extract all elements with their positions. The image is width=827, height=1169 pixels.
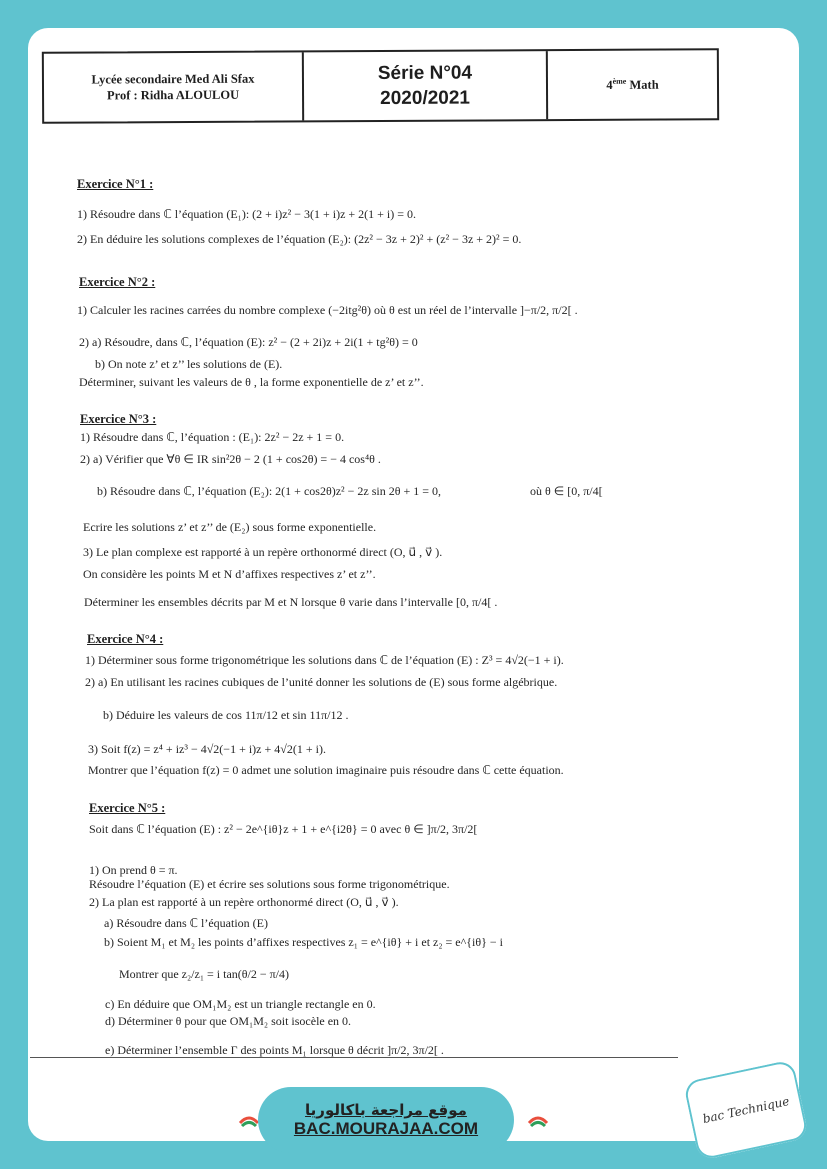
exercise-2-line-1: 1) Calculer les racines carrées du nombre complexe (−2itg²θ) où θ est un réel de l’intervalle ]−π/2, π/2[ . xyxy=(77,303,578,317)
exercise-5-line-6: b) Soient M₁ et M₂ les points d’affixes respectives z₁ = e^{iθ} + i et z₂ = e^{iθ} − i xyxy=(104,935,503,949)
exercise-5-line-1: Soit dans ℂ l’équation (E) : z² − 2e^{iθ}z + 1 + e^{i2θ} = 0 avec θ ∈ ]π/2, 3π/2[ xyxy=(89,822,478,836)
exercise-5-line-7: Montrer que z₂/z₁ = i tan(θ/2 − π/4) xyxy=(119,967,289,981)
exercise-1-line-2: 2) En déduire les solutions complexes de l’équation (E₂): (2z² − 3z + 2)² + (z² − 3z + 2)² = 0. xyxy=(77,232,522,246)
exercise-3-line-4: où θ ∈ [0, π/4[ xyxy=(530,484,603,498)
exercise-2-line-3: b) On note z’ et z’’ les solutions de (E). xyxy=(95,357,283,371)
exercise-2-line-2: 2) a) Résoudre, dans ℂ, l’équation (E): z² − (2 + 2i)z + 2i(1 + tg²θ) = 0 xyxy=(79,335,418,349)
exercise-5-line-3: Résoudre l’équation (E) et écrire ses solutions sous forme trigonométrique. xyxy=(89,877,450,891)
exercise-4-title: Exercice N°4 : xyxy=(87,632,164,646)
school-name: Lycée secondaire Med Ali Sfax xyxy=(91,71,255,87)
exercise-5-line-2: 1) On prend θ = π. xyxy=(89,863,178,877)
site-url[interactable]: BAC.MOURAJAA.COM xyxy=(293,1119,479,1138)
exercise-3-line-6: 3) Le plan complexe est rapporté à un repère orthonormé direct (O, u⃗ , v⃗ ). xyxy=(83,545,443,559)
site-banner[interactable] xyxy=(258,1087,514,1153)
exercise-3-line-3: b) Résoudre dans ℂ, l’équation (E₂): 2(1 + cos2θ)z² − 2z sin 2θ + 1 = 0, xyxy=(97,484,441,498)
series-title: Série N°04 xyxy=(377,62,473,85)
exercise-4-line-4: 3) Soit f(z) = z⁴ + iz³ − 4√2(−1 + i)z + 4√2(1 + i). xyxy=(88,742,326,756)
exercise-5-line-5: a) Résoudre dans ℂ l’équation (E) xyxy=(104,916,268,930)
exercise-4-line-2: 2) a) En utilisant les racines cubiques de l’unité donner les solutions de (E) sous forme algébrique. xyxy=(85,675,558,689)
exercise-5-line-9: d) Déterminer θ pour que OM₁M₂ soit isocèle en 0. xyxy=(105,1014,352,1028)
exercise-5-line-10: e) Déterminer l’ensemble Γ des points M₁ lorsque θ décrit ]π/2, 3π/2[ . xyxy=(105,1043,444,1057)
exercise-3-line-8: Déterminer les ensembles décrits par M et N lorsque θ varie dans l’intervalle [0, π/4[ . xyxy=(84,595,498,609)
exercise-5-line-8: c) En déduire que OM₁M₂ est un triangle rectangle en 0. xyxy=(105,997,376,1011)
series-cell xyxy=(304,51,548,120)
school-cell xyxy=(44,52,304,121)
exercise-3-line-1: 1) Résoudre dans ℂ, l’équation : (E₁): 2z² − 2z + 1 = 0. xyxy=(80,430,345,444)
header-box xyxy=(42,48,719,124)
level-cell xyxy=(548,50,717,119)
exercise-1-line-1: 1) Résoudre dans ℂ l’équation (E₁): (2 + i)z² − 3(1 + i)z + 2(1 + i) = 0. xyxy=(77,207,417,221)
footer-rule xyxy=(30,1057,678,1058)
badge-label: bac Technique xyxy=(701,1093,791,1127)
class-level: 4ème Math xyxy=(606,76,659,92)
exercise-5-title: Exercice N°5 : xyxy=(89,801,166,815)
teacher-name: Prof : Ridha ALOULOU xyxy=(106,87,240,103)
exercise-4-line-1: 1) Déterminer sous forme trigonométrique les solutions dans ℂ de l’équation (E) : Z³ = 4√2(−1 + i). xyxy=(85,653,564,667)
school-year: 2020/2021 xyxy=(380,87,471,110)
exercise-2-line-4: Déterminer, suivant les valeurs de θ , la forme exponentielle de z’ et z’’. xyxy=(79,375,424,389)
site-logo-right-icon xyxy=(521,1103,555,1137)
exercise-3-line-2: 2) a) Vérifier que ∀θ ∈ IR sin²2θ − 2 (1 + cos2θ) = − 4 cos⁴θ . xyxy=(80,452,381,466)
exercise-4-line-3: b) Déduire les valeurs de cos 11π/12 et sin 11π/12 . xyxy=(103,708,349,722)
exercise-3-line-7: On considère les points M et N d’affixes respectives z’ et z’’. xyxy=(83,567,376,581)
exercise-2-title: Exercice N°2 : xyxy=(79,275,156,289)
exercise-3-line-5: Ecrire les solutions z’ et z’’ de (E₂) sous forme exponentielle. xyxy=(83,520,377,534)
exercise-5-line-4: 2) La plan est rapporté à un repère orthonormé direct (O, u⃗ , v⃗ ). xyxy=(89,895,399,909)
exercise-3-title: Exercice N°3 : xyxy=(80,412,157,426)
site-arabic-name: موقع مراجعة باكالوريا xyxy=(305,1101,467,1119)
exercise-1-title: Exercice N°1 : xyxy=(77,177,154,191)
exercise-4-line-5: Montrer que l’équation f(z) = 0 admet une solution imaginaire puis résoudre dans ℂ cette équation. xyxy=(88,763,564,777)
